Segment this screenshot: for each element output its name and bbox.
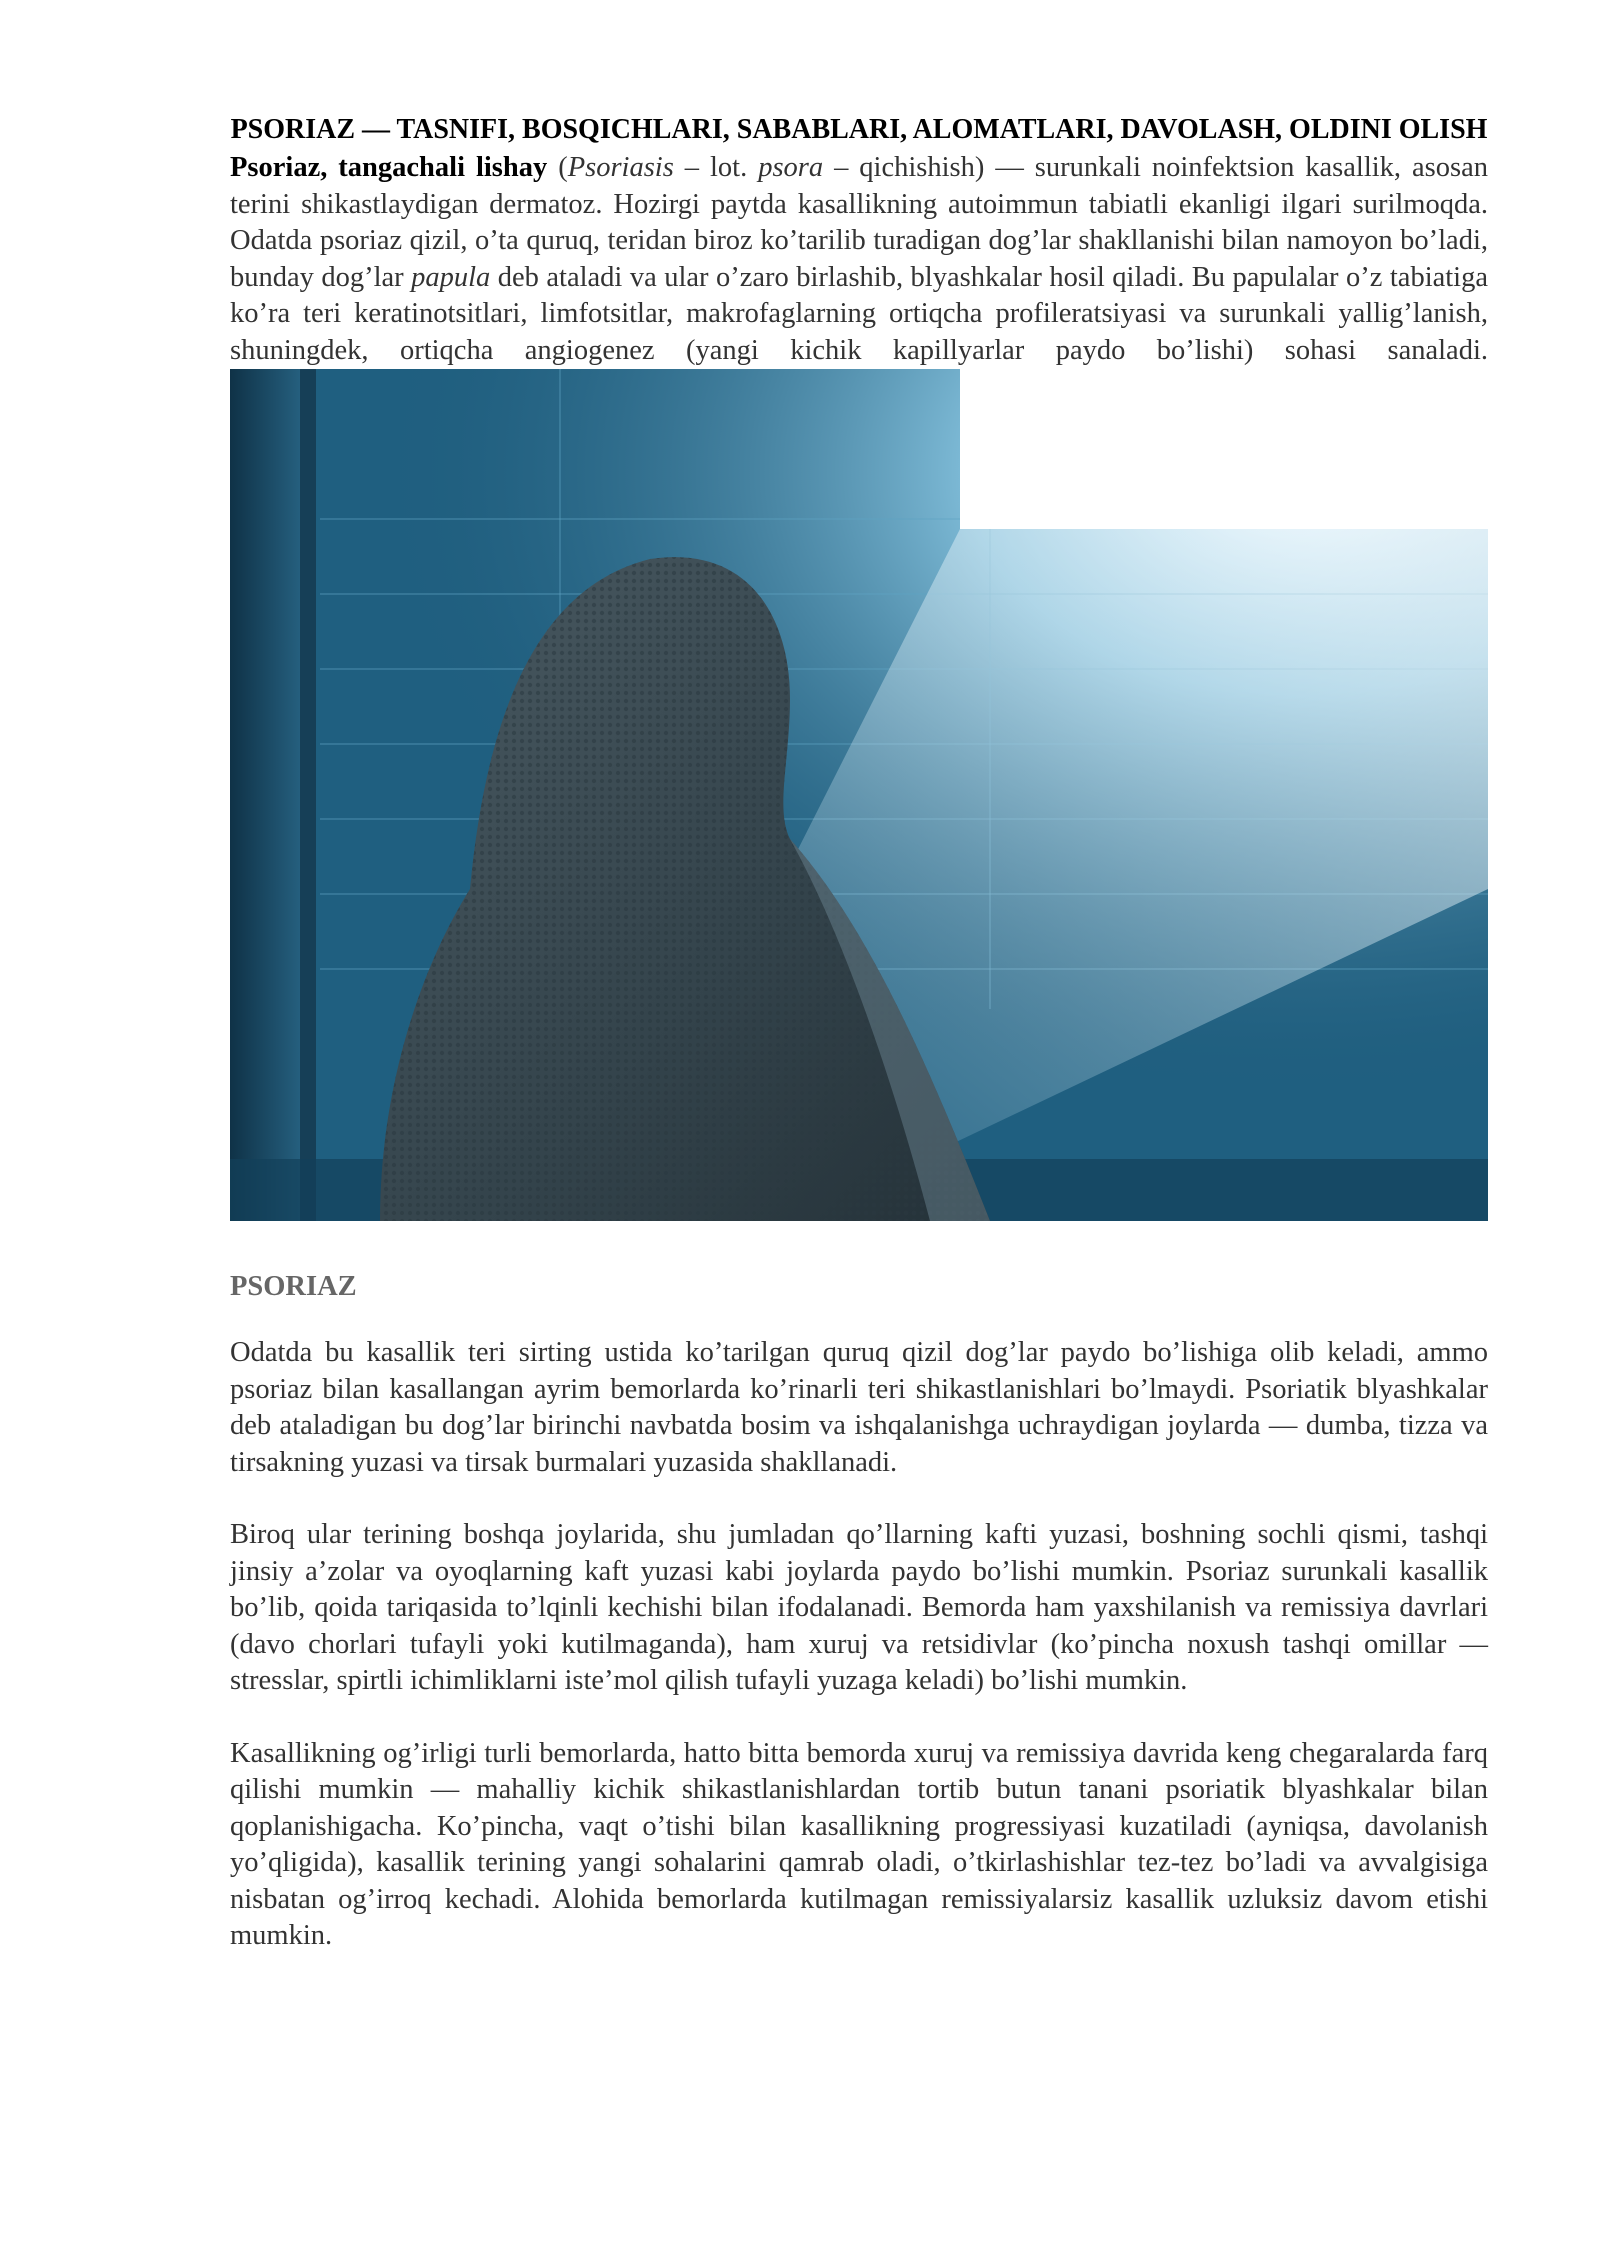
definition-text: – qichishish) — surunkali noinfektsion kasallik, asosan terini shikastlaydigan dermatoz. Hozirgi paytda kasallikning autoimmun tabiatli ekanligi ilgari surilmoqda. Odatda psoriaz qizil, o’ta quruq, teridan biroz ko’tarilib turadigan dog’lar shakllanishi bilan namoyon bo’ladi, bunday dog’lar bbox=[230, 152, 1488, 293]
door-frame bbox=[300, 369, 316, 1221]
lead-paragraph bbox=[230, 150, 1488, 369]
paragraph-3: Kasallikning og’irligi turli bemorlarda, hatto bitta bemorda xuruj va remissiya davrida keng chegaralarda farq qilishi mumkin — mahalliy kichik shikastlanishlardan tortib butun tanani psoriatik blyashkalar bilan qoplanishigacha. Ko’pincha, vaqt o’tishi bilan kasallikning progressiyasi kuzatiladi (ayniqsa, davolanish yo’qligida), kasallik terining yangi sohalarini qamrab oladi, o’tkirlashishlar tez-tez bo’ladi va avvalgisiga nisbatan og’irroq kechadi. Alohida bemorlarda kutilmagan remissiyalarsiz kasallik uzluksiz davom etishi mumkin. bbox=[230, 1737, 1488, 1951]
lot-text: – lot. bbox=[673, 152, 759, 183]
paragraph-2: Biroq ular terining boshqa joylarida, shu jumladan qo’llarning kafti yuzasi, boshning sochli qismi, tashqi jinsiy a’zolar va oyoqlarning kaft yuzasi kabi joylarda paydo bo’lishi mumkin. Psoriaz surunkali kasallik bo’lib, qoida tariqasida to’lqinli kechishi bilan ifodalanadi. Bemorda ham yaxshilanish va remissiya davrlari (davo chorlari tufayli yoki kutilmaganda), ham xuruj va retsidivlar (ko’pincha noxush tashqi omillar — stresslar, spirtli ichimliklarni iste’mol qilish tufayli yuzaga keladi) bo’lishi mumkin. bbox=[230, 1519, 1488, 1696]
illustration-hooded-figure-by-window bbox=[230, 369, 1488, 1221]
psora-term: psora bbox=[758, 152, 824, 183]
document-title: PSORIAZ — TASNIFI, BOSQICHLARI, SABABLARI, ALOMATLARI, DAVOLASH, OLDINI OLISH bbox=[230, 114, 1488, 145]
paragraph-1: Odatda bu kasallik teri sirting ustida ko’tarilgan quruq qizil dog’lar paydo bo’lishiga olib keladi, ammo psoriaz bilan kasallangan ayrim bemorlarda ko’rinarli teri shikastlanishlari bo’lmaydi. Psoriatik blyashkalar deb ataladigan bu dog’lar birinchi navbatda bosim va ishqalanishga uchraydigan joylarda — dumba, tizza va tirsakning yuzasi va tirsak burmalari yuzasida shakllanadi. bbox=[230, 1337, 1488, 1478]
latin-term: Psoriasis bbox=[567, 152, 674, 183]
section-heading: PSORIAZ bbox=[230, 1271, 357, 1302]
document-page bbox=[230, 112, 1488, 1955]
lead-rest-text: deb ataladi va ular o’zaro birlashib, blyashkalar hosil qiladi. Bu papulalar o’z tabiatiga ko’ra teri keratinotsitlari, limfotsitlar, makrofaglarning ortiqcha profileratsiyasi va surunkali yallig’lanish, shuningdek, ortiqcha angiogenez (yangi kichik kapillyarlar paydo bo’lishi) sohasi sanaladi. bbox=[230, 261, 1488, 366]
illustration-svg bbox=[230, 369, 1488, 1221]
lead-paren-open: ( bbox=[547, 152, 568, 183]
lead-term: Psoriaz, tangachali lishay bbox=[230, 152, 548, 183]
left-wall-shadow bbox=[230, 369, 300, 1221]
bright-window bbox=[960, 369, 1488, 529]
papula-term: papula bbox=[411, 261, 491, 293]
